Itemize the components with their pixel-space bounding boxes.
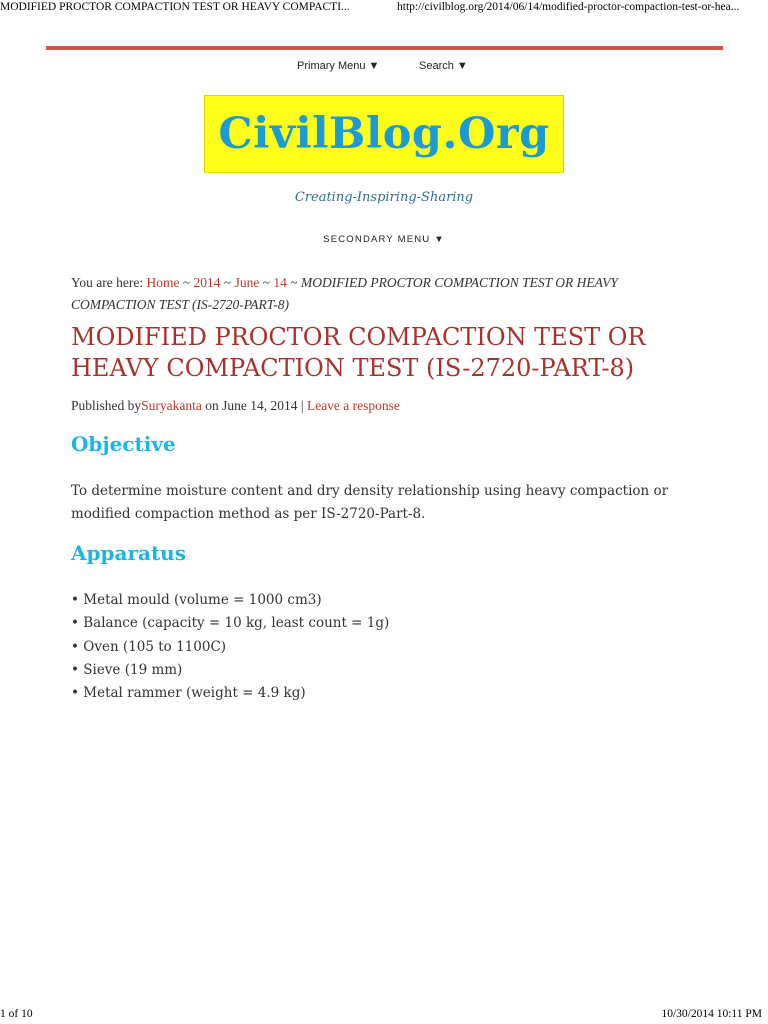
secondary-menu-button[interactable]: SECONDARY MENU ▼ bbox=[323, 234, 445, 245]
breadcrumb-separator: ~ bbox=[259, 275, 274, 290]
apparatus-item: • Metal mould (volume = 1000 cm3) bbox=[71, 592, 322, 608]
apparatus-heading: Apparatus bbox=[71, 541, 186, 565]
post-meta bbox=[71, 398, 691, 414]
search-button[interactable]: Search ▼ bbox=[419, 60, 468, 72]
breadcrumb-separator: ~ bbox=[220, 275, 235, 290]
breadcrumb bbox=[71, 272, 691, 316]
objective-text: To determine moisture content and dry density relationship using heavy compaction or modified compaction method as per IS-2720-Part-8. bbox=[71, 483, 669, 522]
primary-nav bbox=[0, 58, 768, 76]
breadcrumb-day-link[interactable]: 14 bbox=[273, 275, 287, 290]
objective-heading: Objective bbox=[71, 432, 176, 456]
print-datetime: 10/30/2014 10:11 PM bbox=[661, 1008, 762, 1020]
leave-response-link[interactable]: Leave a response bbox=[306, 398, 400, 413]
breadcrumb-separator: ~ bbox=[286, 275, 301, 290]
apparatus-item: • Sieve (19 mm) bbox=[71, 661, 183, 678]
site-tagline: Creating-Inspiring-Sharing bbox=[294, 190, 474, 205]
print-header bbox=[0, 0, 768, 18]
breadcrumb-separator: ~ bbox=[179, 275, 194, 290]
published-by-label: Published by bbox=[71, 398, 142, 413]
breadcrumb-month-link[interactable]: June bbox=[234, 275, 260, 290]
breadcrumb-year-link[interactable]: 2014 bbox=[193, 275, 221, 290]
site-logo-text: CivilBlog.Org bbox=[218, 109, 550, 159]
apparatus-item: • Balance (capacity = 10 kg, least count = 1g) bbox=[71, 615, 390, 632]
apparatus-item: • Metal rammer (weight = 4.9 kg) bbox=[71, 685, 306, 702]
author-link[interactable]: Suryakanta bbox=[141, 398, 202, 413]
apparatus-item: • Oven (105 to 1100C) bbox=[71, 638, 227, 655]
top-rule bbox=[46, 46, 723, 50]
page-number: 1 of 10 bbox=[0, 1008, 33, 1020]
breadcrumb-current: MODIFIED PROCTOR COMPACTION TEST OR HEAVY COMPACTION TEST (IS-2720-PART-8) bbox=[71, 275, 618, 312]
print-url: http://civilblog.org/2014/06/14/modified-proctor-compaction-test-or-hea... bbox=[397, 1, 740, 13]
breadcrumb-prefix: You are here: bbox=[71, 275, 147, 290]
page-title: MODIFIED PROCTOR COMPACTION TEST OR HEAVY COMPACTION TEST (IS-2720-PART-8) bbox=[71, 323, 646, 382]
print-doc-title: MODIFIED PROCTOR COMPACTION TEST OR HEAVY COMPACTI... bbox=[0, 1, 350, 13]
site-logo[interactable] bbox=[204, 95, 564, 173]
primary-menu-button[interactable]: Primary Menu ▼ bbox=[297, 60, 380, 72]
print-footer bbox=[0, 1008, 768, 1024]
post-date: on June 14, 2014 | bbox=[201, 398, 307, 413]
breadcrumb-home-link[interactable]: Home bbox=[146, 275, 180, 290]
apparatus-list bbox=[71, 589, 691, 705]
